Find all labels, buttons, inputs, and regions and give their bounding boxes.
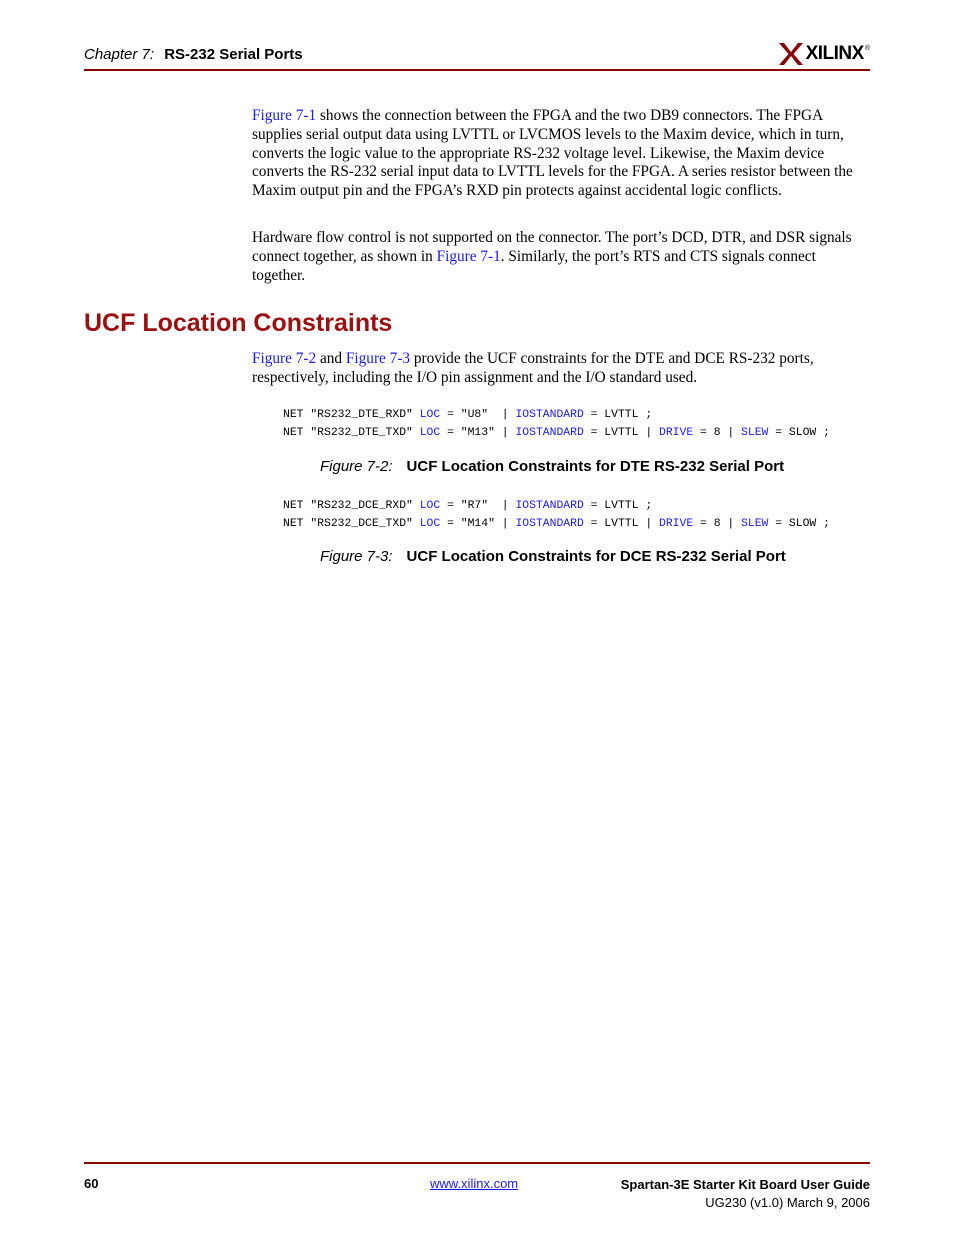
figure-title: UCF Location Constraints for DCE RS-232 Serial Port	[406, 548, 786, 565]
paragraph-connection	[252, 107, 872, 201]
code-text: NET "RS232_DTE_RXD"	[283, 409, 420, 421]
code-block-dte	[283, 407, 830, 442]
keyword-loc: LOC	[419, 517, 441, 530]
code-text: NET "RS232_DCE_RXD"	[283, 500, 420, 512]
code-line	[283, 498, 830, 516]
link-figure-7-1[interactable]: Figure 7-1	[252, 107, 317, 124]
keyword-slew: SLEW	[741, 426, 769, 439]
code-text: = LVTTL ;	[583, 500, 653, 512]
code-line	[283, 425, 830, 443]
chapter-name: RS-232 Serial Ports	[164, 46, 303, 63]
figure-title: UCF Location Constraints for DTE RS-232 Serial Port	[406, 458, 785, 475]
keyword-slew: SLEW	[741, 517, 769, 530]
figure-caption-7-2	[320, 458, 784, 475]
keyword-iostandard: IOSTANDARD	[515, 517, 584, 530]
code-text: NET "RS232_DCE_TXD"	[283, 517, 420, 530]
doc-id: UG230 (v1.0) March 9, 2006	[705, 1195, 870, 1210]
paragraph-text: provide the UCF constraints for the DTE and DCE RS-232 ports, respectively, including the I/O pin assignment and the I/O standard used.	[252, 350, 814, 386]
code-text: = LVTTL ;	[583, 409, 653, 421]
footer-doc-info	[621, 1176, 870, 1212]
paragraph-flow-control	[252, 229, 872, 285]
paragraph-ucf-intro	[252, 350, 872, 388]
code-text: = "M14" |	[440, 517, 516, 530]
code-line	[283, 407, 830, 425]
footer-website-link[interactable]: www.xilinx.com	[430, 1176, 519, 1191]
xilinx-mark-icon	[778, 41, 804, 67]
link-figure-7-3[interactable]: Figure 7-3	[345, 350, 411, 367]
link-figure-7-2[interactable]: Figure 7-2	[252, 350, 317, 367]
code-text: = 8 |	[693, 426, 742, 439]
figure-label: Figure 7-3:	[320, 548, 393, 565]
guide-title: Spartan-3E Starter Kit Board User Guide	[620, 1177, 870, 1192]
chapter-label: Chapter 7:	[84, 46, 155, 63]
link-figure-7-1[interactable]: Figure 7-1	[436, 247, 501, 265]
footer-divider	[84, 1162, 870, 1164]
code-text: = LVTTL |	[583, 426, 659, 439]
keyword-loc: LOC	[419, 500, 441, 512]
code-text: NET "RS232_DTE_TXD"	[283, 426, 420, 439]
code-text: = SLOW ;	[768, 517, 830, 530]
keyword-iostandard: IOSTANDARD	[515, 426, 584, 439]
section-heading: UCF Location Constraints	[84, 309, 393, 337]
keyword-loc: LOC	[419, 426, 441, 439]
page-number: 60	[84, 1176, 99, 1191]
paragraph-text: shows the connection between the FPGA and the two DB9 connectors. The FPGA supplies serial output data using LVTTL or LVCMOS levels to the Maxim device, which in turn, converts the logic value to the appropriate RS-232 voltage level. Likewise, the Maxim device converts the RS-232 serial input data to LVTTL levels for the FPGA. A series resistor between the Maxim output pin and the FPGA’s RXD pin protects against accidental logic conflicts.	[252, 107, 853, 200]
paragraph-text: and	[316, 350, 346, 367]
code-line	[283, 516, 830, 534]
code-text: = "U8" |	[440, 409, 516, 421]
code-text: = "M13" |	[440, 426, 516, 439]
code-text: = 8 |	[693, 517, 742, 530]
code-text: = LVTTL |	[583, 517, 659, 530]
paragraph-text: . Similarly, the port’s RTS and CTS signals connect together.	[252, 247, 816, 284]
xilinx-logo	[778, 40, 870, 68]
figure-caption-7-3	[320, 548, 786, 565]
keyword-iostandard: IOSTANDARD	[515, 409, 584, 421]
logo-text: XILINX	[805, 43, 864, 64]
registered-mark: ®	[864, 44, 870, 52]
keyword-drive: DRIVE	[659, 426, 694, 439]
code-text: = SLOW ;	[768, 426, 830, 439]
chapter-title	[84, 46, 303, 63]
code-block-dce	[283, 498, 830, 533]
paragraph-text: Hardware flow control is not supported on the connector. The port’s DCD, DTR, and DSR signals connect together, as shown in	[252, 229, 852, 265]
keyword-loc: LOC	[419, 409, 441, 421]
keyword-iostandard: IOSTANDARD	[515, 500, 584, 512]
page-header	[84, 38, 870, 72]
header-divider	[84, 69, 870, 71]
figure-label: Figure 7-2:	[320, 458, 393, 475]
code-text: = "R7" |	[440, 500, 516, 512]
keyword-drive: DRIVE	[659, 517, 694, 530]
